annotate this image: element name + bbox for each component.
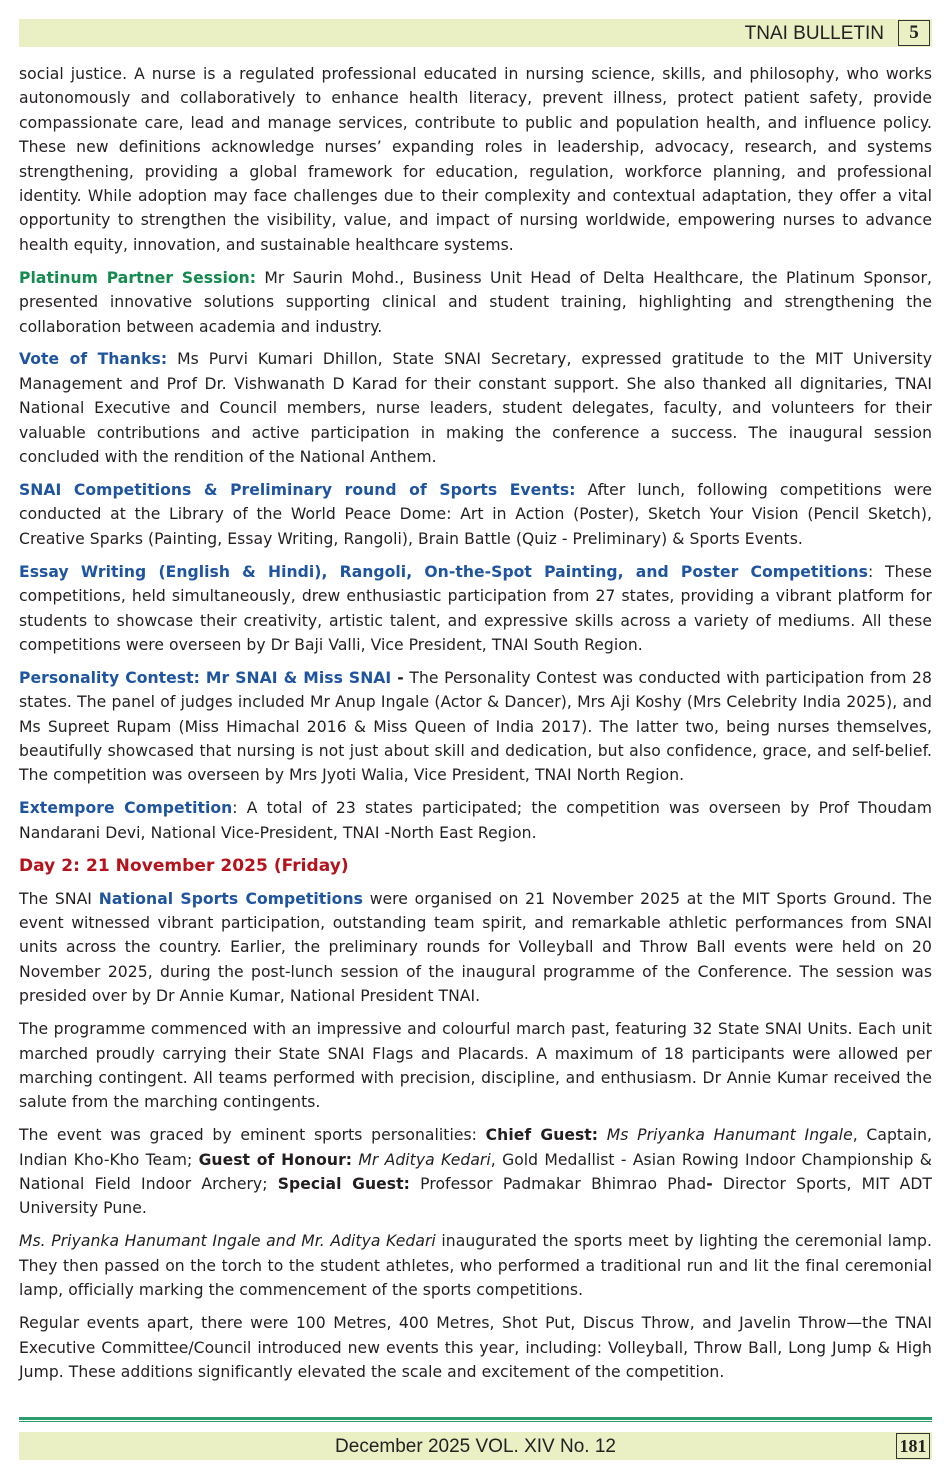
name-chief-guest: Ms Priyanka Hanumant Ingale <box>598 1126 853 1145</box>
label-chief-guest: Chief Guest: <box>485 1126 599 1145</box>
paragraph-text: Regular events apart, there were 100 Metres, 400 Metres, Shot Put, Discus Throw, and Javelin Throw—the TNAI Executive Committee/Council introduced new events this year, including: Volleyball, Throw Ball, Long Jump & High Jump. These additions significantly elevated the scale and excitement of the competition. <box>19 1314 932 1381</box>
inaugurator-names: Ms. Priyanka Hanumant Ingale and Mr. Aditya Kedari <box>19 1232 436 1251</box>
name-guest-of-honour: Mr Aditya Kedari <box>352 1150 491 1169</box>
section-heading-platinum: Platinum Partner Session: <box>19 268 257 287</box>
bulletin-title: TNAI BULLETIN <box>744 23 884 44</box>
label-special-guest: Special Guest: <box>277 1175 410 1194</box>
paragraph-platinum-partner <box>19 266 932 339</box>
paragraph-text: , Captain, Indian Kho-Kho Team; <box>19 1126 933 1169</box>
section-heading-vote-of-thanks: Vote of Thanks: <box>19 350 168 369</box>
paragraph-text: were organised on 21 November 2025 at the MIT Sports Ground. The event witnessed vibrant participation, outstanding team spirit, and remarkable athletic performances from SNAI units across the country. Earlier, the preliminary rounds for Volleyball and Throw Ball events were held on 20 November 2025, during the post-lunch session of the inaugural programme of the Conference. The session was presided over by Dr Annie Kumar, National President TNAI. <box>19 889 932 1006</box>
paragraph-text: The event was graced by eminent sports personalities: <box>19 1126 486 1145</box>
paragraph-text: Ms Purvi Kumari Dhillon, State SNAI Secretary, expressed gratitude to the MIT University Management and Prof Dr. Vishwanath D Karad for their constant support. She also thanked all dignitaries, TNAI National Executive and Council members, nurse leaders, student delegates, faculty, and volunteers for their valuable contributions and active participation in making the conference a success. The inaugural session concluded with the rendition of the National Anthem. <box>19 350 932 467</box>
footer-divider-thin <box>19 1421 932 1422</box>
paragraph-text: The SNAI <box>19 889 99 908</box>
section-heading-snai-competitions: SNAI Competitions & Preliminary round of Sports Events: <box>19 481 576 499</box>
paragraph-text: : A total of 23 states participated; the competition was overseen by Prof Thoudam Nandarani Devi, National Vice-President, TNAI -North East Region. <box>19 799 932 842</box>
paragraph-text: The programme commenced with an impressive and colourful march past, featuring 32 State SNAI Units. Each unit marched proudly carrying their State SNAI Flags and Placards. A maximum of 18 participants were allowed per marching contingent. All teams performed with precision, discipline, and enthusiasm. Dr Annie Kumar received the salute from the marching contingents. <box>19 1020 932 1112</box>
paragraph-extempore <box>19 796 932 845</box>
issue-info: December 2025 VOL. XIV No. 12 <box>335 1436 616 1457</box>
paragraph-text: Director Sports, MIT ADT University Pune. <box>19 1175 932 1218</box>
page-header <box>19 19 932 47</box>
paragraph-vote-of-thanks <box>19 347 932 469</box>
paragraph-inauguration <box>19 1229 932 1302</box>
page-number: 181 <box>896 1433 930 1459</box>
paragraph-personality-contest <box>19 666 932 788</box>
paragraph-snai-competitions <box>19 478 932 551</box>
header-page-badge: 5 <box>898 20 930 46</box>
dash: - <box>706 1175 713 1194</box>
day2-heading-text: Day 2: 21 November 2025 (Friday) <box>19 855 349 876</box>
paragraph-text: The Personality Contest was conducted with participation from 28 states. The panel of judges included Mr Anup Ingale (Actor & Dancer), Mrs Aji Koshy (Mrs Celebrity India 2025), and Ms Supreet Rupam (Miss Himachal 2016 & Miss Queen of India 2017). The latter two, being nurses themselves, beautifully showcased that nursing is not just about skill and dedication, but also confidence, grace, and self-belief. The competition was overseen by Mrs Jyoti Walia, Vice President, TNAI North Region. <box>19 668 932 785</box>
day2-heading <box>19 854 932 878</box>
paragraph-guests <box>19 1123 932 1221</box>
paragraph-nurse-definition <box>19 62 932 257</box>
dash: - <box>391 668 404 687</box>
section-heading-essay-writing: Essay Writing (English & Hindi), Rangoli, On-the-Spot Painting, and Poster Competitions <box>19 562 868 581</box>
label-guest-of-honour: Guest of Honour: <box>198 1150 353 1169</box>
paragraph-text: , Gold Medallist - Asian Rowing Indoor Championship & National Field Indoor Archery; <box>19 1150 932 1194</box>
page-footer <box>19 1432 932 1460</box>
article-body <box>19 62 932 1393</box>
paragraph-text: Professor Padmakar Bhimrao Phad <box>409 1175 707 1194</box>
highlight-national-sports: National Sports Competitions <box>98 889 363 908</box>
paragraph-march-past <box>19 1017 932 1115</box>
paragraph-text: After lunch, following competitions were conducted at the Library of the World Peace Dome: Art in Action (Poster), Sketch Your Vision (Pencil Sketch), Creative Sparks (Painting, Essay Writing, Rangoli), Brain Battle (Quiz - Preliminary) & Sports Events. <box>19 481 932 548</box>
paragraph-text: inaugurated the sports meet by lighting the ceremonial lamp. They then passed on the torch to the student athletes, who performed a traditional run and lit the final ceremonial lamp, officially marking the commencement of the sports competitions. <box>19 1232 932 1300</box>
section-heading-personality-contest: Personality Contest: Mr SNAI & Miss SNAI <box>19 668 392 687</box>
section-heading-extempore: Extempore Competition <box>19 799 233 818</box>
paragraph-text: Mr Saurin Mohd., Business Unit Head of Delta Healthcare, the Platinum Sponsor, presented innovative solutions supporting clinical and student training, highlighting and strengthening the collaboration between academia and industry. <box>19 268 932 336</box>
paragraph-events <box>19 1311 932 1384</box>
footer-divider <box>19 1417 932 1420</box>
paragraph-text: social justice. A nurse is a regulated professional educated in nursing science, skills, and philosophy, who works autonomously and collaboratively to enhance health literacy, prevent illness, protect patient safety, provide compassionate care, lead and manage services, contribute to public and population health, and influence policy. These new definitions acknowledge nurses’ expanding roles in leadership, advocacy, research, and systems strengthening, providing a global framework for education, regulation, workforce planning, and professional identity. While adoption may face challenges due to their complexity and contextual adaptation, they offer a vital opportunity to strengthen the visibility, value, and impact of nursing worldwide, empowering nurses to advance health equity, innovation, and sustainable healthcare systems. <box>19 65 932 254</box>
paragraph-essay-writing <box>19 560 932 658</box>
paragraph-text: : These competitions, held simultaneously, drew enthusiastic participation from 27 states, providing a vibrant platform for students to showcase their creativity, artistic talent, and expressive skills across a variety of mediums. All these competitions were overseen by Dr Baji Valli, Vice President, TNAI South Region. <box>19 562 932 654</box>
paragraph-national-sports <box>19 887 932 1009</box>
